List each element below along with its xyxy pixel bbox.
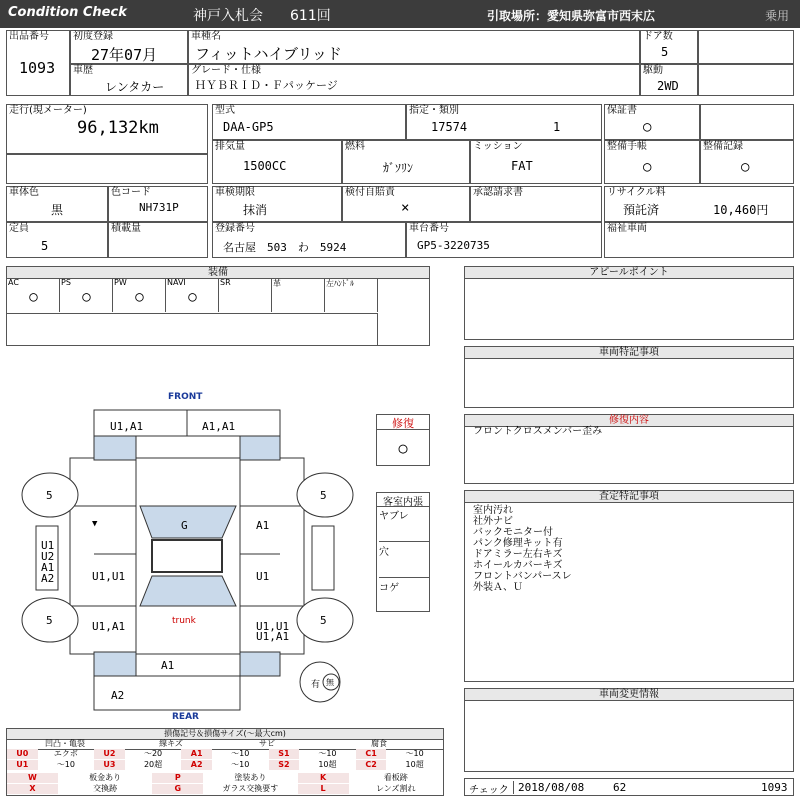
- auction-session: 611回: [290, 8, 331, 24]
- lot-cell: [6, 30, 70, 96]
- equipment-item-label: SR: [220, 278, 231, 287]
- mark-tire-rr: 5: [320, 614, 327, 627]
- auction-name: 神戸入札会: [193, 8, 263, 24]
- designation-value: 17574: [431, 120, 468, 134]
- mark-hood-glass: G: [181, 519, 188, 532]
- color-code-label: 色コード: [111, 187, 151, 198]
- assessment-title: 査定特記事項: [465, 491, 793, 503]
- legend-code: A2: [181, 760, 212, 770]
- recycle-amount: 10,460円: [713, 203, 769, 217]
- trunk-label: trunk: [172, 616, 196, 626]
- legend-desc: ～10: [318, 749, 337, 758]
- history-cell: [70, 64, 188, 96]
- doors-cell: [640, 30, 698, 64]
- interior-title: 客室内張: [377, 493, 429, 507]
- car-diagram: [0, 380, 370, 720]
- legend-desc: ～20: [143, 749, 163, 758]
- equipment-item: [325, 278, 378, 312]
- appeal-title: アピールポイント: [465, 267, 793, 279]
- load-cell: [108, 222, 208, 258]
- insurance-cell: [342, 186, 470, 222]
- reg-no-value: 名古屋 503 わ 5924: [223, 241, 347, 254]
- service-cell: [700, 140, 794, 184]
- assessment-lines: [473, 505, 572, 593]
- car-name-label: 車種名: [191, 31, 221, 42]
- equipment-item-value: ○: [135, 289, 144, 305]
- model-cell: [212, 104, 406, 140]
- history-label: 車歴: [73, 65, 93, 76]
- equipment-item: [272, 278, 325, 312]
- equipment-item-label: PW: [114, 278, 127, 287]
- interior-row-burn: コゲ: [379, 583, 399, 594]
- legend-header: 線キズ: [159, 739, 183, 748]
- legend-desc: レンズ割れ: [375, 784, 416, 793]
- mileage-cell: [6, 104, 208, 154]
- grade-cell: [188, 64, 640, 96]
- check-date: 2018/08/08: [513, 781, 584, 794]
- mission-label: ミッション: [473, 141, 523, 152]
- chassis-value: GP5-3220735: [417, 239, 490, 252]
- reg-no-label: 登録番号: [215, 223, 255, 234]
- legend-desc: 板金あり: [89, 773, 122, 782]
- fuel-label: 燃料: [345, 141, 365, 152]
- brand-title: Condition Check: [8, 5, 127, 20]
- warranty-cell: [604, 104, 700, 140]
- repair-box: [376, 414, 430, 466]
- capacity-value: 5: [41, 239, 49, 253]
- assessment-line: 室内汚れ: [473, 505, 513, 516]
- classification-value: 1: [553, 120, 561, 134]
- mark-side-l3: A1: [41, 561, 55, 574]
- car-name-value: フィットハイブリッド: [195, 45, 342, 63]
- model-label: 型式: [215, 105, 235, 116]
- mark-rear-bottom: A2: [111, 689, 125, 702]
- lot-number: 1093: [19, 59, 56, 77]
- repair-details-text: フロントクロスメンバー歪み: [473, 426, 603, 437]
- manual-label: 整備手帳: [607, 141, 647, 152]
- first-reg-value: 27年07月: [91, 46, 158, 64]
- fuel-value: ｶﾞｿﾘﾝ: [383, 161, 414, 175]
- doors-value: 5: [661, 45, 669, 59]
- chassis-label: 車台番号: [409, 223, 449, 234]
- assessment-line: フロントバンパースレ: [473, 571, 572, 582]
- legend-code: G: [152, 784, 203, 794]
- legend-desc: エクボ: [53, 749, 78, 758]
- mileage-value: 96,132km: [77, 118, 159, 138]
- legend-code: X: [7, 784, 58, 794]
- welfare-cell: [604, 222, 794, 258]
- legend-code: C1: [356, 749, 387, 759]
- legend-code: C2: [356, 760, 387, 770]
- approval-cell: [470, 186, 602, 222]
- assessment-line: バックモニター付: [473, 527, 553, 538]
- mark-side-l1: U1: [41, 539, 55, 552]
- equipment-item-label: 革: [273, 279, 281, 288]
- legend-code: P: [152, 773, 203, 783]
- equipment-item-label: 左ﾊﾝﾄﾞﾙ: [326, 279, 354, 288]
- displacement-label: 排気量: [215, 141, 245, 152]
- recycle-status: 預託済: [623, 203, 660, 217]
- service-label: 整備記録: [703, 141, 743, 152]
- welfare-label: 福祉車両: [607, 223, 647, 234]
- lot-label: 出品番号: [9, 31, 49, 42]
- header-bar: [0, 0, 800, 28]
- chassis-cell: [406, 222, 602, 258]
- equipment-blank-row: [7, 313, 378, 346]
- legend-desc: ～10: [56, 760, 75, 769]
- mileage-blank: [6, 154, 208, 184]
- spare-mark: 無: [326, 678, 334, 687]
- blank-cell-top: [698, 30, 794, 64]
- mark-front-right: A1,A1: [202, 420, 236, 433]
- legend-code: A1: [181, 749, 212, 759]
- repair-details-panel: [464, 414, 794, 484]
- grade-label: グレード・仕様: [191, 65, 261, 76]
- insurance-label: 検付自賠責: [345, 187, 395, 198]
- equipment-item-value: ○: [82, 289, 91, 305]
- interior-row-hole: 穴: [379, 543, 429, 578]
- rear-label: REAR: [172, 712, 199, 722]
- assessment-line: ホイールカバーキズ: [473, 560, 563, 571]
- drive-value: 2WD: [657, 79, 679, 93]
- recycle-cell: [604, 186, 794, 222]
- color-label: 車体色: [9, 187, 39, 198]
- mark-front-left: U1,A1: [110, 420, 144, 433]
- legend-desc: 看板跡: [383, 773, 408, 782]
- check-lot: 1093: [761, 781, 788, 794]
- drive-cell: [640, 64, 698, 96]
- inspection-cell: [212, 186, 342, 222]
- mark-door-fr: U1: [256, 570, 270, 583]
- special-notes-panel: [464, 346, 794, 408]
- legend-code: S1: [269, 749, 300, 759]
- appeal-panel: [464, 266, 794, 340]
- warranty-label: 保証書: [607, 105, 637, 116]
- fuel-cell: [342, 140, 470, 184]
- first-reg-label: 初度登録: [73, 31, 113, 42]
- equipment-item-label: PS: [61, 278, 71, 287]
- mark-door-rr: U1,U1: [256, 620, 290, 633]
- mark-door-fl: U1,U1: [92, 570, 126, 583]
- legend-desc: ～10: [231, 749, 250, 758]
- legend-title: 損傷記号＆損傷サイズ(～最大cm): [7, 729, 443, 740]
- recycle-label: リサイクル料: [607, 187, 666, 198]
- equipment-item-label: NAVI: [167, 278, 186, 287]
- displacement-cell: [212, 140, 342, 184]
- equipment-item: [60, 278, 113, 312]
- equipment-item-value: ○: [188, 289, 197, 305]
- inspection-label: 車検期限: [215, 187, 255, 198]
- mileage-label: 走行(現メーター): [9, 105, 87, 116]
- legend-code: W: [7, 773, 58, 783]
- history-value: レンタカー: [105, 80, 165, 94]
- legend-desc: 交換跡: [93, 784, 118, 793]
- repair-details-title: 修復内容: [465, 415, 793, 427]
- car-name-cell: [188, 30, 640, 64]
- mark-tire-rl: 5: [46, 614, 53, 627]
- mission-cell: [470, 140, 602, 184]
- damage-legend: [6, 728, 444, 796]
- legend-code: U0: [7, 749, 38, 759]
- equipment-item: [219, 278, 272, 312]
- color-code-cell: [108, 186, 208, 222]
- service-value: ○: [741, 159, 750, 175]
- designation-label: 指定・類別: [409, 105, 459, 116]
- reg-no-cell: [212, 222, 406, 258]
- special-notes-title: 車両特記事項: [465, 347, 793, 359]
- manual-value: ○: [643, 159, 652, 175]
- check-row: [464, 778, 794, 796]
- equipment-item: [166, 278, 219, 312]
- legend-desc: 10超: [318, 760, 337, 769]
- mark-fender-l: ▼: [92, 519, 98, 529]
- legend-desc: 塗装あり: [234, 773, 267, 782]
- doors-label: ドア数: [643, 31, 673, 42]
- color-code-value: NH731P: [139, 201, 179, 214]
- equipment-title: 装備: [7, 267, 429, 279]
- equipment-panel: [6, 266, 430, 346]
- changes-title: 車両変更情報: [465, 689, 793, 701]
- repair-title: 修復: [377, 415, 429, 430]
- legend-code: U3: [94, 760, 125, 770]
- legend-code: U2: [94, 749, 125, 759]
- equipment-item: [113, 278, 166, 312]
- legend-desc: ～10: [405, 749, 424, 758]
- interior-row-tear: ヤブレ: [379, 507, 429, 542]
- legend-desc: 20超: [143, 760, 163, 769]
- legend-header: サビ: [259, 739, 275, 748]
- mark-fender-r: A1: [256, 519, 270, 532]
- load-label: 積載量: [111, 223, 141, 234]
- first-reg-cell: [70, 30, 188, 64]
- capacity-label: 定員: [9, 223, 29, 234]
- warranty-value: ○: [643, 119, 652, 135]
- mark-tire-fl: 5: [46, 489, 53, 502]
- check-code: 62: [613, 781, 627, 794]
- interior-box: [376, 492, 430, 612]
- legend-code: S2: [269, 760, 300, 770]
- legend-code: K: [298, 773, 349, 783]
- capacity-cell: [6, 222, 108, 258]
- displacement-value: 1500CC: [243, 159, 287, 173]
- inspection-value: 抹消: [243, 203, 268, 217]
- equipment-item: [7, 278, 60, 312]
- warranty-blank: [700, 104, 794, 140]
- equipment-item-value: ○: [29, 289, 38, 305]
- mark-rear-center: A1: [161, 659, 175, 672]
- insurance-value: ×: [401, 200, 410, 216]
- assessment-line: ドアミラー左右キズ: [473, 549, 563, 560]
- designation-cell: [406, 104, 602, 140]
- check-label: チェック: [469, 785, 509, 796]
- legend-code: L: [298, 784, 349, 794]
- changes-panel: [464, 688, 794, 772]
- legend-code: U1: [7, 760, 38, 770]
- assessment-panel: [464, 490, 794, 682]
- drive-label: 駆動: [643, 65, 663, 76]
- assessment-line: パンク修理キット有: [473, 538, 563, 549]
- legend-desc: 10超: [405, 760, 424, 769]
- front-label: FRONT: [168, 392, 203, 402]
- mark-side-l4: A2: [41, 572, 55, 585]
- equipment-item-label: AC: [8, 278, 19, 287]
- legend-header: 腐食: [371, 739, 387, 748]
- manual-cell: [604, 140, 700, 184]
- equipment-row: [7, 278, 429, 313]
- color-cell: [6, 186, 108, 222]
- blank-cell-top2: [698, 64, 794, 96]
- legend-desc: ガラス交換要す: [222, 784, 279, 793]
- legend-header: 凹凸・亀裂: [45, 739, 85, 748]
- vehicle-category: 乗用: [765, 9, 790, 23]
- legend-body: [7, 739, 443, 795]
- pickup-location: 引取場所：愛知県弥富市西末広: [487, 9, 656, 23]
- legend-desc: ～10: [231, 760, 250, 769]
- approval-label: 承認請求書: [473, 187, 523, 198]
- spare-label: 有: [311, 680, 321, 690]
- mark-side-l2: U2: [41, 550, 55, 563]
- model-value: DAA-GP5: [223, 120, 274, 134]
- mark-tire-fr: 5: [320, 489, 327, 502]
- assessment-line: 社外ナビ: [473, 516, 513, 527]
- color-value: 黒: [51, 203, 64, 217]
- mission-value: FAT: [511, 159, 533, 173]
- grade-value: ＨＹＢＲＩＤ・Ｆパッケージ: [195, 79, 338, 92]
- repair-value: ○: [398, 439, 408, 457]
- assessment-line: 外装Ａ、Ｕ: [473, 582, 523, 593]
- mark-door-rl: U1,A1: [92, 620, 126, 633]
- mark-door-rr2: U1,A1: [256, 630, 290, 643]
